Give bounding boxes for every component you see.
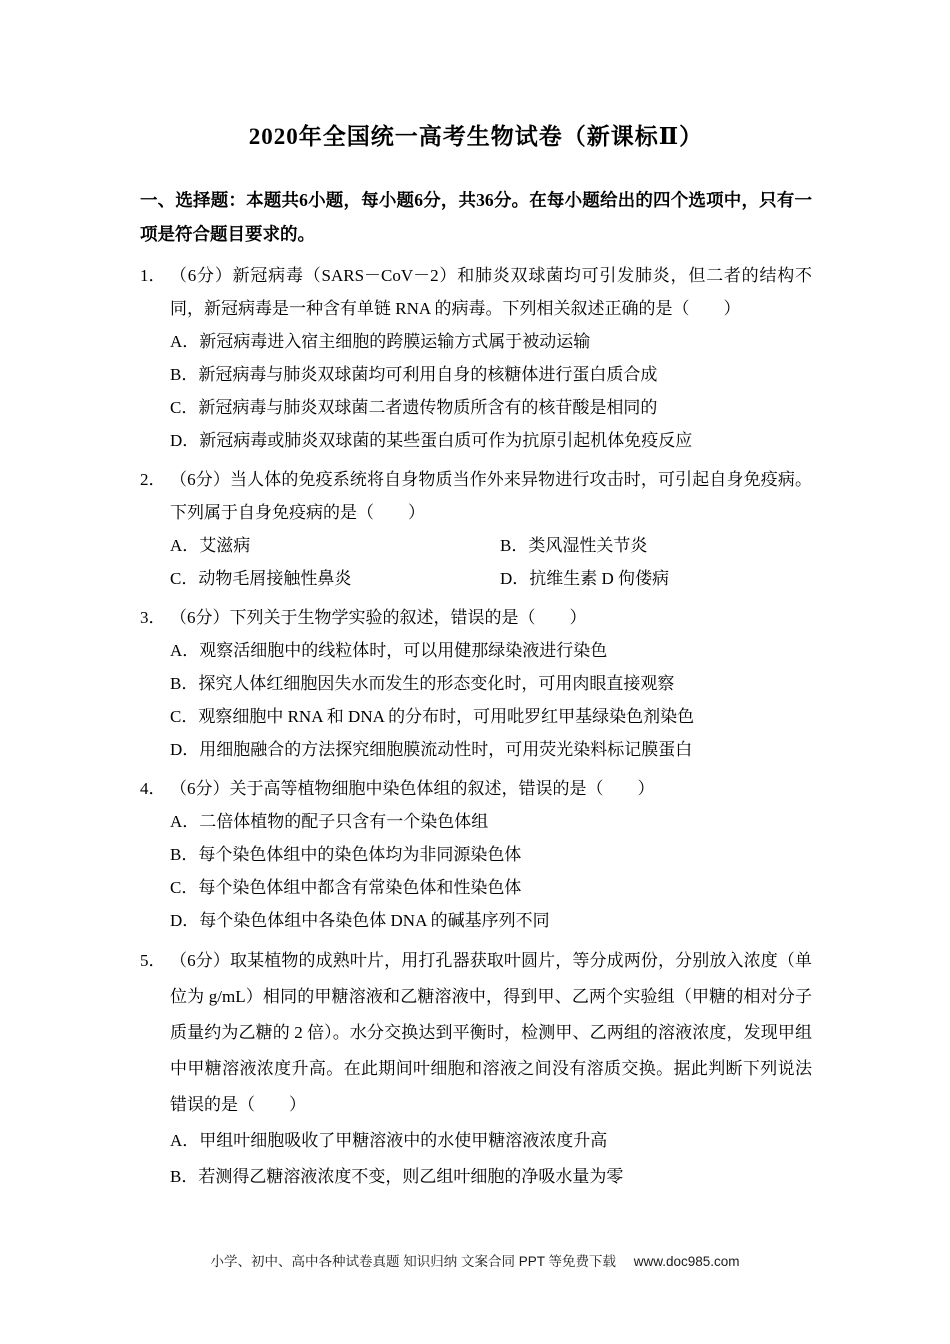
question-3-option-c: C．观察细胞中 RNA 和 DNA 的分布时，可用吡罗红甲基绿染色剂染色 (170, 707, 695, 726)
question-3-text: （6分）下列关于生物学实验的叙述，错误的是（ ） (170, 608, 587, 627)
question-2-option-a: A．艾滋病 (170, 536, 251, 555)
question-2 (140, 463, 812, 595)
question-5-option-b: B．若测得乙糖溶液浓度不变，则乙组叶细胞的净吸水量为零 (170, 1167, 624, 1186)
question-3-stem (140, 601, 812, 634)
question-2-stem (140, 463, 812, 529)
question-2-option-row-1 (140, 529, 812, 562)
question-4-option-b: B．每个染色体组中的染色体均为非同源染色体 (170, 845, 522, 864)
question-2-option-d: D．抗维生素 D 佝偻病 (500, 569, 670, 588)
document-title: 2020年全国统一高考生物试卷（新课标Ⅱ） (248, 124, 704, 149)
question-3-option-a: A．观察活细胞中的线粒体时，可以用健那绿染液进行染色 (170, 641, 608, 660)
question-1-stem (140, 259, 812, 325)
question-2-option-row-2 (140, 562, 812, 595)
question-4-stem (140, 772, 812, 805)
question-4-option-c: C．每个染色体组中都含有常染色体和性染色体 (170, 878, 522, 897)
question-4-option-a: A．二倍体植物的配子只含有一个染色体组 (170, 812, 489, 831)
question-4-text: （6分）关于高等植物细胞中染色体组的叙述，错误的是（ ） (170, 779, 655, 798)
question-1-number: 1． (140, 266, 166, 285)
section-header: 一、选择题：本题共6小题，每小题6分，共36分。在每小题给出的四个选项中，只有一项是符合题目要求的。 (140, 190, 812, 244)
question-1-option-a: A．新冠病毒进入宿主细胞的跨膜运输方式属于被动运输 (170, 332, 591, 351)
question-2-option-c: C．动物毛屑接触性鼻炎 (170, 569, 352, 588)
footer-text: 小学、初中、高中各种试卷真题 知识归纳 文案合同 PPT 等免费下载 (210, 1254, 616, 1269)
page-footer (0, 1250, 950, 1270)
question-1-text: （6分）新冠病毒（SARS－CoV－2）和肺炎双球菌均可引发肺炎，但二者的结构不同，新冠病毒是一种含有单链 RNA 的病毒。下列相关叙述正确的是（ ） (170, 266, 812, 318)
question-2-option-b: B．类风湿性关节炎 (500, 536, 648, 555)
question-1-option-b: B．新冠病毒与肺炎双球菌均可利用自身的核糖体进行蛋白质合成 (170, 365, 658, 384)
question-3-option-d: D．用细胞融合的方法探究细胞膜流动性时，可用荧光染料标记膜蛋白 (170, 740, 693, 759)
footer-url: www.doc985.com (633, 1254, 740, 1269)
question-5-number: 5． (140, 951, 166, 970)
question-4-number: 4． (140, 779, 166, 798)
question-5-stem (140, 943, 812, 1123)
question-5-option-a: A．甲组叶细胞吸收了甲糖溶液中的水使甲糖溶液浓度升高 (170, 1131, 608, 1150)
question-3-option-b: B．探究人体红细胞因失水而发生的形态变化时，可用肉眼直接观察 (170, 674, 675, 693)
question-4 (140, 772, 812, 937)
question-1-option-c: C．新冠病毒与肺炎双球菌二者遗传物质所含有的核苷酸是相同的 (170, 398, 658, 417)
question-4-option-d: D．每个染色体组中各染色体 DNA 的碱基序列不同 (170, 911, 550, 930)
question-1 (140, 259, 812, 457)
question-3 (140, 601, 812, 766)
question-5 (140, 943, 812, 1195)
question-1-option-d: D．新冠病毒或肺炎双球菌的某些蛋白质可作为抗原引起机体免疫反应 (170, 431, 693, 450)
question-2-text: （6分）当人体的免疫系统将自身物质当作外来异物进行攻击时，可引起自身免疫病。下列属于自身免疫病的是（ ） (170, 470, 812, 522)
question-2-number: 2． (140, 470, 166, 489)
question-5-text: （6分）取某植物的成熟叶片，用打孔器获取叶圆片，等分成两份，分别放入浓度（单位为 g/mL）相同的甲糖溶液和乙糖溶液中，得到甲、乙两个实验组（甲糖的相对分子质量约为乙糖的 2 倍）。水分交换达到平衡时，检测甲、乙两组的溶液浓度，发现甲组中甲糖溶液浓度升高。在此期间叶细胞和溶液之间没有溶质交换。据此判断下列说法错误的是（ ） (170, 951, 812, 1114)
question-3-number: 3． (140, 608, 166, 627)
